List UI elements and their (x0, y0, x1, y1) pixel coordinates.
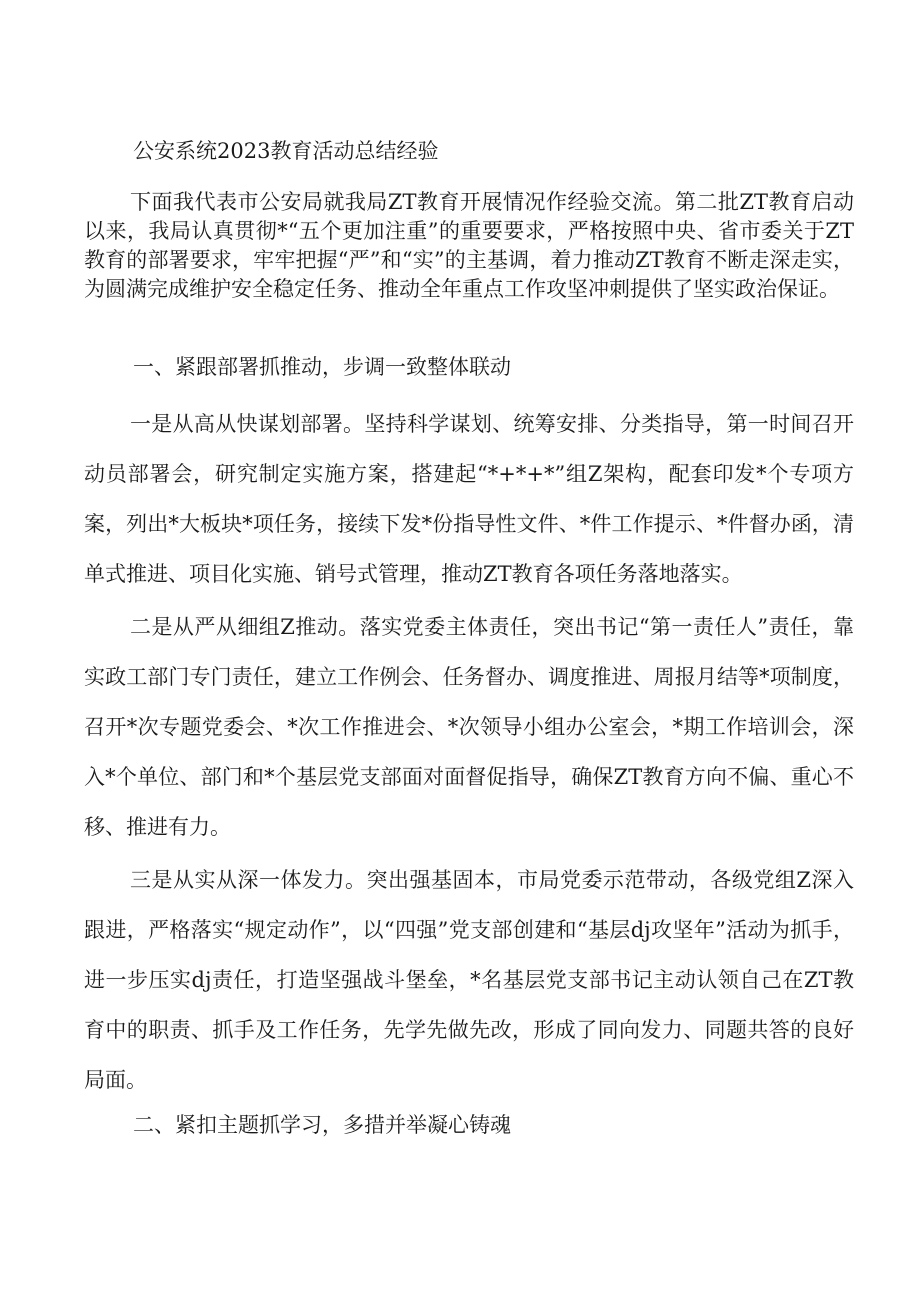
document-title: 公安系统2023教育活动总结经验 (133, 139, 439, 163)
body-paragraph-1: 一是从高从快谋划部署。坚持科学谋划、统筹安排、分类指导，第一时间召开动员部署会，研究制定实施方案，搭建起“*+*+*”组Z架构，配套印发*个专项方案，列出*大板块*项任务，接续下发*份指导性文件、*件工作提示、*件督办函，清单式推进、项目化实施、销号式管理，推动ZT教育各项任务落地落实。 (84, 412, 854, 586)
body-paragraph-3: 三是从实从深一体发力。突出强基固本，市局党委示范带动，各级党组Z深入跟进，严格落实“规定动作”，以“四强”党支部创建和“基层dj攻坚年”活动为抓手，进一步压实dj责任，打造坚强战斗堡垒，*名基层党支部书记主动认领自己在ZT教育中的职责、抓手及工作任务，先学先做先改，形成了同向发力、同题共答的良好局面。 (84, 868, 854, 1092)
section-heading-1: 一、紧跟部署抓推动，步调一致整体联动 (133, 355, 511, 379)
intro-paragraph: 下面我代表市公安局就我局ZT教育开展情况作经验交流。第二批ZT教育启动以来，我局认真贯彻*“五个更加注重”的重要要求，严格按照中央、省市委关于ZT教育的部署要求，牢牢把握“严”和“实”的主基调，着力推动ZT教育不断走深走实，为圆满完成维护安全稳定任务、推动全年重点工作攻坚冲刺提供了坚实政治保证。 (84, 190, 854, 301)
body-paragraph-2: 二是从严从细组Z推动。落实党委主体责任，突出书记“第一责任人”责任，靠实政工部门专门责任，建立工作例会、任务督办、调度推进、周报月结等*项制度，召开*次专题党委会、*次工作推进会、*次领导小组办公室会，*期工作培训会，深入*个单位、部门和*个基层党支部面对面督促指导，确保ZT教育方向不偏、重心不移、推进有力。 (84, 615, 854, 839)
section-heading-2: 二、紧扣主题抓学习，多措并举凝心铸魂 (133, 1113, 511, 1137)
